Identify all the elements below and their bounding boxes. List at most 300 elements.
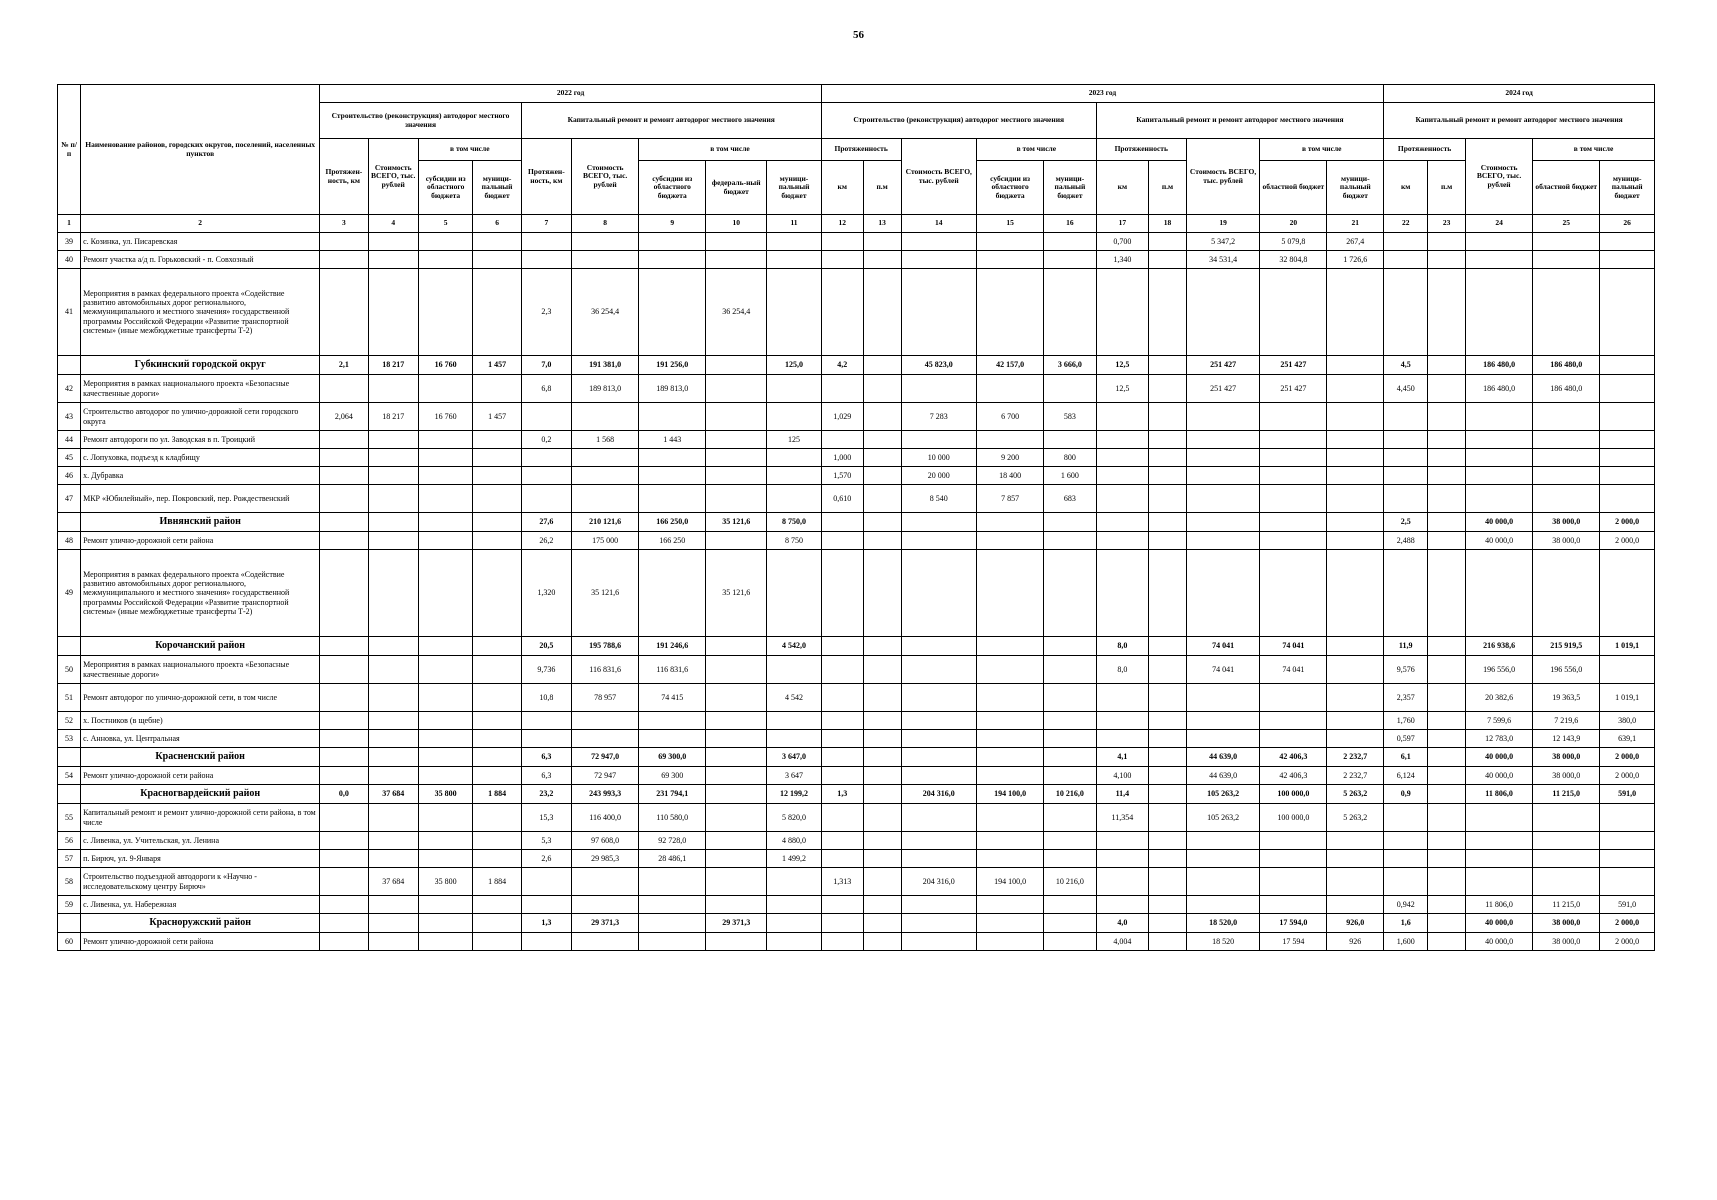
table-cell <box>1466 550 1533 637</box>
table-cell <box>863 431 901 449</box>
table-cell: 5 263,2 <box>1327 804 1384 832</box>
table-cell <box>1600 850 1655 868</box>
row-name: х. Постников (в щебне) <box>81 712 320 730</box>
table-cell <box>863 467 901 485</box>
table-cell <box>368 431 418 449</box>
table-cell <box>1044 730 1096 748</box>
table-cell <box>521 933 571 951</box>
table-cell <box>863 868 901 896</box>
table-cell <box>1428 269 1466 356</box>
table-cell <box>863 850 901 868</box>
table-cell: 29 371,3 <box>572 914 639 933</box>
table-cell <box>473 712 521 730</box>
table-cell <box>1044 933 1096 951</box>
table-cell <box>1149 550 1187 637</box>
table-cell <box>1096 431 1148 449</box>
table-cell <box>1428 656 1466 684</box>
table-cell: 38 000,0 <box>1533 532 1600 550</box>
table-row <box>58 485 1655 513</box>
table-cell <box>1466 850 1533 868</box>
table-cell: 5 820,0 <box>767 804 822 832</box>
table-cell: 2,488 <box>1384 532 1428 550</box>
column-number: 25 <box>1533 215 1600 233</box>
table-cell <box>639 914 706 933</box>
table-cell <box>1044 637 1096 656</box>
table-cell: 20,5 <box>521 637 571 656</box>
row-name: Ремонт улично-дорожной сети района <box>81 767 320 785</box>
table-row <box>58 868 1655 896</box>
table-cell <box>1186 532 1259 550</box>
table-cell: 12 143,9 <box>1533 730 1600 748</box>
header-km: км <box>1096 161 1148 215</box>
table-cell: 100 000,0 <box>1260 785 1327 804</box>
table-cell <box>706 637 767 656</box>
table-cell: 44 639,0 <box>1186 767 1259 785</box>
table-cell <box>572 251 639 269</box>
row-number <box>58 356 81 375</box>
table-cell <box>821 832 863 850</box>
table-cell <box>1600 485 1655 513</box>
row-name: с. Ливенка, ул. Учительская, ул. Ленина <box>81 832 320 850</box>
table-cell <box>1428 449 1466 467</box>
table-cell <box>418 637 473 656</box>
table-cell <box>418 375 473 403</box>
table-cell: 2 000,0 <box>1600 532 1655 550</box>
table-cell <box>1600 832 1655 850</box>
column-number: 9 <box>639 215 706 233</box>
table-cell <box>639 896 706 914</box>
table-row <box>58 233 1655 251</box>
table-cell <box>320 233 368 251</box>
table-cell <box>977 730 1044 748</box>
table-cell <box>418 684 473 712</box>
table-cell <box>1186 403 1259 431</box>
table-cell <box>1384 233 1428 251</box>
table-cell <box>1186 269 1259 356</box>
table-cell <box>473 656 521 684</box>
table-cell <box>639 449 706 467</box>
table-cell: 105 263,2 <box>1186 785 1259 804</box>
table-cell <box>418 269 473 356</box>
table-cell <box>767 933 822 951</box>
column-number: 19 <box>1186 215 1259 233</box>
table-cell <box>473 532 521 550</box>
header-construction-2022: Строительство (реконструкция) автодорог местного значения <box>320 103 521 139</box>
table-cell <box>1428 375 1466 403</box>
table-cell: 204 316,0 <box>901 868 977 896</box>
table-cell <box>418 449 473 467</box>
table-cell: 116 831,6 <box>572 656 639 684</box>
table-cell <box>1327 712 1384 730</box>
table-cell <box>901 269 977 356</box>
table-cell <box>821 656 863 684</box>
table-cell <box>1428 684 1466 712</box>
table-cell <box>901 896 977 914</box>
table-cell <box>473 550 521 637</box>
row-name: п. Бирюч, ул. 9-Января <box>81 850 320 868</box>
table-cell <box>1428 896 1466 914</box>
table-row <box>58 656 1655 684</box>
table-cell <box>1428 431 1466 449</box>
table-cell <box>1260 449 1327 467</box>
table-cell: 4,5 <box>1384 356 1428 375</box>
table-cell <box>473 251 521 269</box>
table-cell <box>320 656 368 684</box>
table-cell <box>1260 532 1327 550</box>
table-cell: 38 000,0 <box>1533 914 1600 933</box>
table-cell: 1 457 <box>473 356 521 375</box>
table-cell <box>767 550 822 637</box>
table-cell <box>1327 896 1384 914</box>
table-cell: 44 639,0 <box>1186 748 1259 767</box>
header-km: км <box>821 161 863 215</box>
table-cell <box>977 914 1044 933</box>
table-cell <box>1044 850 1096 868</box>
table-cell <box>901 730 977 748</box>
table-cell <box>1260 269 1327 356</box>
header-repair-2022: Капитальный ремонт и ремонт автодорог местного значения <box>521 103 821 139</box>
table-cell <box>901 804 977 832</box>
table-cell <box>521 233 571 251</box>
table-cell: 210 121,6 <box>572 513 639 532</box>
table-cell: 11 806,0 <box>1466 785 1533 804</box>
table-cell <box>418 233 473 251</box>
table-cell <box>1186 850 1259 868</box>
table-cell <box>1044 712 1096 730</box>
table-cell <box>320 251 368 269</box>
table-cell <box>1384 431 1428 449</box>
table-cell <box>368 767 418 785</box>
header-year-2024: 2024 год <box>1384 85 1655 103</box>
table-cell <box>1466 431 1533 449</box>
table-cell <box>320 933 368 951</box>
table-cell <box>1044 804 1096 832</box>
table-cell <box>1428 748 1466 767</box>
table-cell <box>1327 467 1384 485</box>
table-cell: 1,600 <box>1384 933 1428 951</box>
row-name: Ремонт автодорог по улично-дорожной сети, в том числе <box>81 684 320 712</box>
table-cell <box>320 684 368 712</box>
header-pm: п.м <box>1428 161 1466 215</box>
table-cell <box>863 767 901 785</box>
table-cell <box>1149 637 1187 656</box>
table-cell <box>1044 550 1096 637</box>
table-cell: 2,064 <box>320 403 368 431</box>
table-cell <box>639 251 706 269</box>
table-cell <box>320 896 368 914</box>
table-cell <box>320 532 368 550</box>
table-cell: 251 427 <box>1260 356 1327 375</box>
table-cell: 11,4 <box>1096 785 1148 804</box>
table-cell <box>418 804 473 832</box>
table-cell: 105 263,2 <box>1186 804 1259 832</box>
table-cell: 5 347,2 <box>1186 233 1259 251</box>
table-cell <box>863 832 901 850</box>
table-cell <box>1466 269 1533 356</box>
table-cell <box>863 233 901 251</box>
table-cell <box>1096 269 1148 356</box>
column-number: 16 <box>1044 215 1096 233</box>
table-cell <box>1428 832 1466 850</box>
table-cell <box>901 431 977 449</box>
table-cell: 6,124 <box>1384 767 1428 785</box>
table-cell <box>418 485 473 513</box>
table-cell <box>821 933 863 951</box>
table-cell <box>572 896 639 914</box>
table-cell: 683 <box>1044 485 1096 513</box>
column-number: 17 <box>1096 215 1148 233</box>
table-cell <box>1466 233 1533 251</box>
table-cell <box>1600 269 1655 356</box>
header-including: в том числе <box>639 139 822 161</box>
table-cell: 4,004 <box>1096 933 1148 951</box>
table-cell: 186 480,0 <box>1533 356 1600 375</box>
table-cell <box>368 532 418 550</box>
table-cell: 2 000,0 <box>1600 933 1655 951</box>
table-cell: 17 594,0 <box>1260 914 1327 933</box>
table-cell <box>1428 850 1466 868</box>
table-cell <box>639 550 706 637</box>
table-cell: 74 041 <box>1186 637 1259 656</box>
table-cell <box>1186 868 1259 896</box>
table-cell <box>901 832 977 850</box>
table-cell <box>1186 467 1259 485</box>
table-cell <box>1044 251 1096 269</box>
table-cell <box>473 269 521 356</box>
table-cell <box>521 403 571 431</box>
table-cell <box>1428 356 1466 375</box>
table-cell <box>1149 431 1187 449</box>
table-cell: 196 556,0 <box>1466 656 1533 684</box>
table-cell <box>572 233 639 251</box>
table-cell <box>863 637 901 656</box>
table-cell <box>1327 513 1384 532</box>
table-cell <box>821 712 863 730</box>
table-cell <box>706 868 767 896</box>
table-cell: 591,0 <box>1600 896 1655 914</box>
table-cell: 45 823,0 <box>901 356 977 375</box>
table-cell: 189 813,0 <box>572 375 639 403</box>
table-cell: 186 480,0 <box>1533 375 1600 403</box>
table-cell <box>1327 832 1384 850</box>
table-cell <box>706 767 767 785</box>
table-cell <box>821 850 863 868</box>
table-cell <box>1149 712 1187 730</box>
table-cell: 37 684 <box>368 785 418 804</box>
table-cell <box>418 431 473 449</box>
table-cell: 9,576 <box>1384 656 1428 684</box>
table-cell <box>473 832 521 850</box>
table-cell <box>706 748 767 767</box>
header-col-name: Наименование районов, городских округов, поселений, населенных пунктов <box>81 85 320 215</box>
table-cell <box>821 896 863 914</box>
table-cell: 38 000,0 <box>1533 748 1600 767</box>
row-number: 60 <box>58 933 81 951</box>
table-cell <box>1044 832 1096 850</box>
table-cell <box>863 804 901 832</box>
table-cell: 4,1 <box>1096 748 1148 767</box>
table-cell <box>1600 550 1655 637</box>
table-cell: 35 121,6 <box>706 513 767 532</box>
table-cell <box>977 767 1044 785</box>
row-name: Ремонт улично-дорожной сети района <box>81 933 320 951</box>
table-cell <box>1327 403 1384 431</box>
table-cell <box>901 748 977 767</box>
table-cell <box>1096 712 1148 730</box>
table-cell: 166 250 <box>639 532 706 550</box>
table-cell: 9 200 <box>977 449 1044 467</box>
header-length: Протяженность <box>821 139 901 161</box>
table-cell <box>863 375 901 403</box>
table-cell <box>706 431 767 449</box>
table-cell <box>977 375 1044 403</box>
header-municipal-budget: муници-пальный бюджет <box>473 161 521 215</box>
table-cell: 116 400,0 <box>572 804 639 832</box>
table-cell: 12,5 <box>1096 375 1148 403</box>
table-cell <box>706 656 767 684</box>
table-cell <box>821 684 863 712</box>
table-cell <box>706 730 767 748</box>
table-cell: 4,450 <box>1384 375 1428 403</box>
row-number: 53 <box>58 730 81 748</box>
row-number: 41 <box>58 269 81 356</box>
table-cell <box>418 712 473 730</box>
column-number: 18 <box>1149 215 1187 233</box>
table-cell: 40 000,0 <box>1466 914 1533 933</box>
row-number: 42 <box>58 375 81 403</box>
table-cell <box>473 431 521 449</box>
table-cell <box>977 513 1044 532</box>
header-municipal-budget: муници-пальный бюджет <box>767 161 822 215</box>
table-cell <box>767 251 822 269</box>
table-cell <box>1096 832 1148 850</box>
table-cell <box>639 712 706 730</box>
row-name: Строительство подъездной автодороги к «Научно - исследовательскому центру Бирюч» <box>81 868 320 896</box>
table-cell: 36 254,4 <box>572 269 639 356</box>
row-name: Красненский район <box>81 748 320 767</box>
table-cell <box>821 532 863 550</box>
table-cell: 2,5 <box>1384 513 1428 532</box>
table-cell <box>901 532 977 550</box>
table-cell: 0,2 <box>521 431 571 449</box>
table-cell: 38 000,0 <box>1533 767 1600 785</box>
row-number: 59 <box>58 896 81 914</box>
table-cell: 116 831,6 <box>639 656 706 684</box>
header-length: Протяженность <box>1384 139 1466 161</box>
table-cell: 1,340 <box>1096 251 1148 269</box>
table-cell <box>863 403 901 431</box>
row-name: Ивнянский район <box>81 513 320 532</box>
table-cell <box>639 233 706 251</box>
column-number: 23 <box>1428 215 1466 233</box>
table-cell: 251 427 <box>1260 375 1327 403</box>
table-cell: 1,313 <box>821 868 863 896</box>
table-cell <box>1428 532 1466 550</box>
road-budget-table <box>57 84 1655 951</box>
table-cell <box>706 933 767 951</box>
table-cell <box>1149 730 1187 748</box>
table-cell <box>320 637 368 656</box>
table-cell <box>1428 933 1466 951</box>
table-cell <box>863 449 901 467</box>
table-cell: 2,6 <box>521 850 571 868</box>
table-cell <box>368 637 418 656</box>
table-cell: 8 750,0 <box>767 513 822 532</box>
header-regional-budget: областной бюджет <box>1260 161 1327 215</box>
table-cell <box>320 449 368 467</box>
table-cell <box>1533 832 1600 850</box>
table-cell <box>1327 850 1384 868</box>
table-cell: 196 556,0 <box>1533 656 1600 684</box>
table-cell: 35 800 <box>418 868 473 896</box>
table-cell: 251 427 <box>1186 356 1259 375</box>
table-cell <box>320 431 368 449</box>
table-cell <box>821 513 863 532</box>
table-cell <box>320 748 368 767</box>
table-cell <box>521 712 571 730</box>
table-cell <box>473 804 521 832</box>
table-cell <box>1428 233 1466 251</box>
column-number: 14 <box>901 215 977 233</box>
header-municipal-budget: муници-пальный бюджет <box>1327 161 1384 215</box>
table-cell <box>977 832 1044 850</box>
table-cell <box>1428 513 1466 532</box>
table-cell <box>1533 467 1600 485</box>
table-cell: 8,0 <box>1096 637 1148 656</box>
table-cell: 7,0 <box>521 356 571 375</box>
district-total-row <box>58 513 1655 532</box>
table-cell <box>1428 868 1466 896</box>
table-cell <box>1044 431 1096 449</box>
row-name: Мероприятия в рамках федерального проекта «Содействие развитию автомобильных дорог регионального, межмуниципального и местного значения» государственной программы Российской Федерации «Развитие транспортной системы» (иные межбюджетные трансферты Т-2) <box>81 269 320 356</box>
table-cell <box>368 896 418 914</box>
table-cell <box>1466 251 1533 269</box>
table-cell: 189 813,0 <box>639 375 706 403</box>
table-cell <box>1384 832 1428 850</box>
table-cell <box>1533 449 1600 467</box>
header-subsidy-regional: субсидии из областного бюджета <box>977 161 1044 215</box>
table-cell: 251 427 <box>1186 375 1259 403</box>
table-cell: 6,3 <box>521 767 571 785</box>
row-number: 49 <box>58 550 81 637</box>
table-cell: 1,3 <box>821 785 863 804</box>
table-cell: 19 363,5 <box>1533 684 1600 712</box>
table-cell: 243 993,3 <box>572 785 639 804</box>
table-cell: 2 232,7 <box>1327 748 1384 767</box>
table-cell: 97 608,0 <box>572 832 639 850</box>
table-cell: 17 594 <box>1260 933 1327 951</box>
table-cell: 78 957 <box>572 684 639 712</box>
table-cell: 29 985,3 <box>572 850 639 868</box>
table-cell <box>1428 730 1466 748</box>
table-cell <box>1327 269 1384 356</box>
table-cell <box>1466 449 1533 467</box>
row-number <box>58 637 81 656</box>
table-cell: 35 121,6 <box>706 550 767 637</box>
table-cell <box>473 767 521 785</box>
table-cell <box>1466 467 1533 485</box>
table-cell: 1,000 <box>821 449 863 467</box>
table-cell <box>1384 251 1428 269</box>
table-cell: 1,760 <box>1384 712 1428 730</box>
table-cell: 11 215,0 <box>1533 896 1600 914</box>
district-total-row <box>58 914 1655 933</box>
header-regional-budget: областной бюджет <box>1533 161 1600 215</box>
table-cell: 2 000,0 <box>1600 513 1655 532</box>
table-row <box>58 449 1655 467</box>
table-row <box>58 375 1655 403</box>
table-cell <box>1149 532 1187 550</box>
